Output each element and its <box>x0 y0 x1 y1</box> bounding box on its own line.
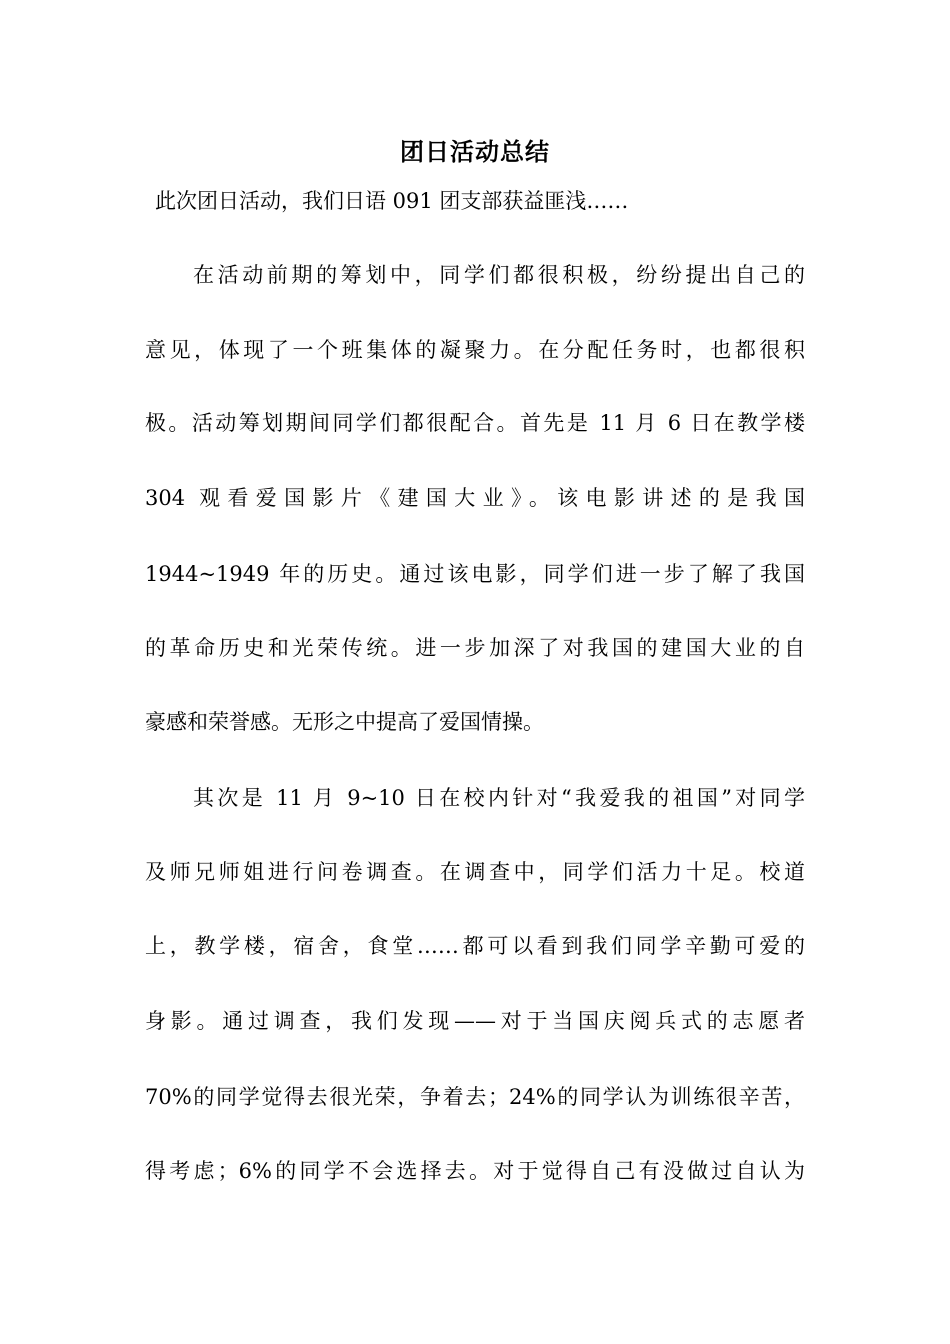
paragraph-line: 得考虑；6%的同学不会选择去。对于觉得自己有没做过自认为 <box>145 1159 805 1183</box>
paragraph-line: 70%的同学觉得去很光荣，争着去；24%的同学认为训练很辛苦， <box>145 1085 805 1109</box>
intro-line: 此次团日活动，我们日语 091 团支部获益匪浅…… <box>155 189 629 213</box>
paragraph-line: 极。活动筹划期间同学们都很配合。首先是 11 月 6 日在教学楼 <box>145 411 805 435</box>
paragraph-line: 1944~1949 年的历史。通过该电影，同学们进一步了解了我国 <box>145 562 805 586</box>
paragraph-line: 在活动前期的筹划中，同学们都很积极，纷纷提出自己的 <box>193 263 805 287</box>
paragraph-line: 豪感和荣誉感。无形之中提高了爱国情操。 <box>145 710 544 734</box>
paragraph-line: 身影。通过调查，我们发现——对于当国庆阅兵式的志愿者 <box>145 1009 805 1033</box>
paragraph-line: 上，教学楼，宿舍，食堂……都可以看到我们同学辛勤可爱的 <box>145 934 805 958</box>
paragraph-line: 意见，体现了一个班集体的凝聚力。在分配任务时，也都很积 <box>145 338 805 362</box>
paragraph-line: 的革命历史和光荣传统。进一步加深了对我国的建国大业的自 <box>145 636 805 660</box>
paragraph-line: 304 观看爱国影片《建国大业》。该电影讲述的是我国 <box>145 486 805 510</box>
document-title: 团日活动总结 <box>400 138 550 166</box>
paragraph-line: 及师兄师姐进行问卷调查。在调查中，同学们活力十足。校道 <box>145 860 805 884</box>
paragraph-line: 其次是 11 月 9~10 日在校内针对“我爱我的祖国”对同学 <box>193 786 805 810</box>
